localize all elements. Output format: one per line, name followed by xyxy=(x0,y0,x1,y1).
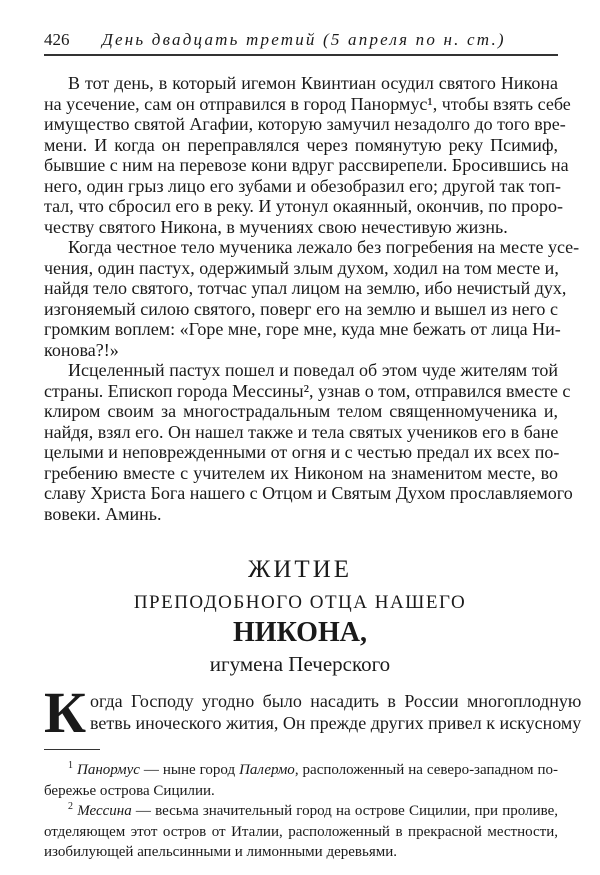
text-line: целыми и неповрежденными от огня и с честью предал их всех по- xyxy=(44,442,560,462)
body-text xyxy=(44,73,580,524)
text-line: огда Господу угодно было насадить в России многоплодную xyxy=(90,691,582,711)
footnote-mark: 2 xyxy=(68,801,73,812)
footnote-term: Мессина xyxy=(77,803,132,819)
text-line: конова?!» xyxy=(44,339,119,360)
text-line: ветвь иноческого жития, Он прежде других привел к искусному xyxy=(90,713,582,733)
text-line: чения, один пастух, одержимый злым духом, ходил на том месте и, xyxy=(44,257,559,278)
text-line: вовеки. Аминь. xyxy=(44,503,162,524)
text-line: громким воплем: «Горе мне, горе мне, куда мне бежать от лица Ни- xyxy=(44,319,561,339)
text-line: Исцеленный пастух пошел и поведал об этом чуде жителям той xyxy=(68,360,558,380)
text-line: честву святого Никона, в мучениях свою нечестивую жизнь. xyxy=(44,216,508,237)
page-number: 426 xyxy=(44,30,70,49)
footnote-line: бережье острова Сицилии. xyxy=(44,782,215,799)
intro-lines xyxy=(90,690,581,734)
text-line: клиром своим за многострадальным телом священномученика и, xyxy=(44,401,558,421)
text-line: страны. Епископ города Мессины², узнав о том, отправился вместе с xyxy=(44,380,571,401)
heading-line-1: ЖИТИЕ xyxy=(247,556,353,583)
intro-paragraph xyxy=(44,690,582,736)
text-line: славу Христа Бога нашего с Отцом и Святым Духом прославляемого xyxy=(44,483,573,503)
text-line: мени. И когда он переправлялся через помянутую реку Псимиф, xyxy=(44,134,558,155)
text-line: него, один грыз лицо его зубами и обезобразил его; другой так топ- xyxy=(44,175,562,196)
text-line: Когда честное тело мученика лежало без погребения на месте усе- xyxy=(68,237,580,257)
footnote-text: — ныне город xyxy=(139,762,240,778)
running-header xyxy=(44,28,558,56)
text-line: имущество святой Агафии, которую замучил незадолго до того вре- xyxy=(44,114,566,134)
footnote-rule xyxy=(44,749,100,750)
drop-cap: К xyxy=(44,690,86,736)
text-line: найдя тело святого, тотчас упал лицом на землю, ибо нечистый дух, xyxy=(44,278,567,298)
text-line: В тот день, в который игемон Квинтиан осудил святого Никона xyxy=(68,73,558,93)
text-line: изгоняемый силою святого, поверг его на землю и вышел из него с xyxy=(44,298,558,319)
footnote-term: Палермо xyxy=(239,762,295,778)
text-line: гребению вместе с учителем их Никоном на знаменитом месте, во xyxy=(44,462,558,483)
footnote-2 xyxy=(44,801,558,822)
footnote-term: Панормус xyxy=(76,762,140,778)
footnote-line: отделяющем этот остров от Италии, расположенный в прекрасной местности, xyxy=(44,823,558,840)
text-line: тал, что сбросил его в реку. И утонул окаянный, окончив, по проро- xyxy=(44,196,564,216)
footnote-text: — весьма значительный город на острове Сицилии, при проливе, xyxy=(131,803,559,819)
heading-line-4: игумена Печерского xyxy=(209,652,391,676)
text-line: бывшие с ним на перевозе кони вдруг рассвирепели. Бросившись на xyxy=(44,155,569,175)
footnote-mark: 1 xyxy=(68,760,73,771)
footnotes xyxy=(44,760,558,863)
text-line: на усечение, сам он отправился в город Панормус¹, чтобы взять себе xyxy=(44,93,571,114)
running-title: День двадцать третий (5 апреля по н. ст.) xyxy=(102,30,506,49)
text-line: найдя, взял его. Он нашел также и тела святых учеников его в бане xyxy=(44,421,559,442)
footnote-text: , расположенный на северо-западном по- xyxy=(294,762,558,778)
footnote-1 xyxy=(44,760,558,781)
footnote-line: изобилующей апельсинными и лимонными деревьями. xyxy=(44,844,397,860)
heading-saint-name: НИКОНА, xyxy=(233,617,367,648)
heading-line-2: ПРЕПОДОБНОГО ОТЦА НАШЕГО xyxy=(133,592,467,613)
